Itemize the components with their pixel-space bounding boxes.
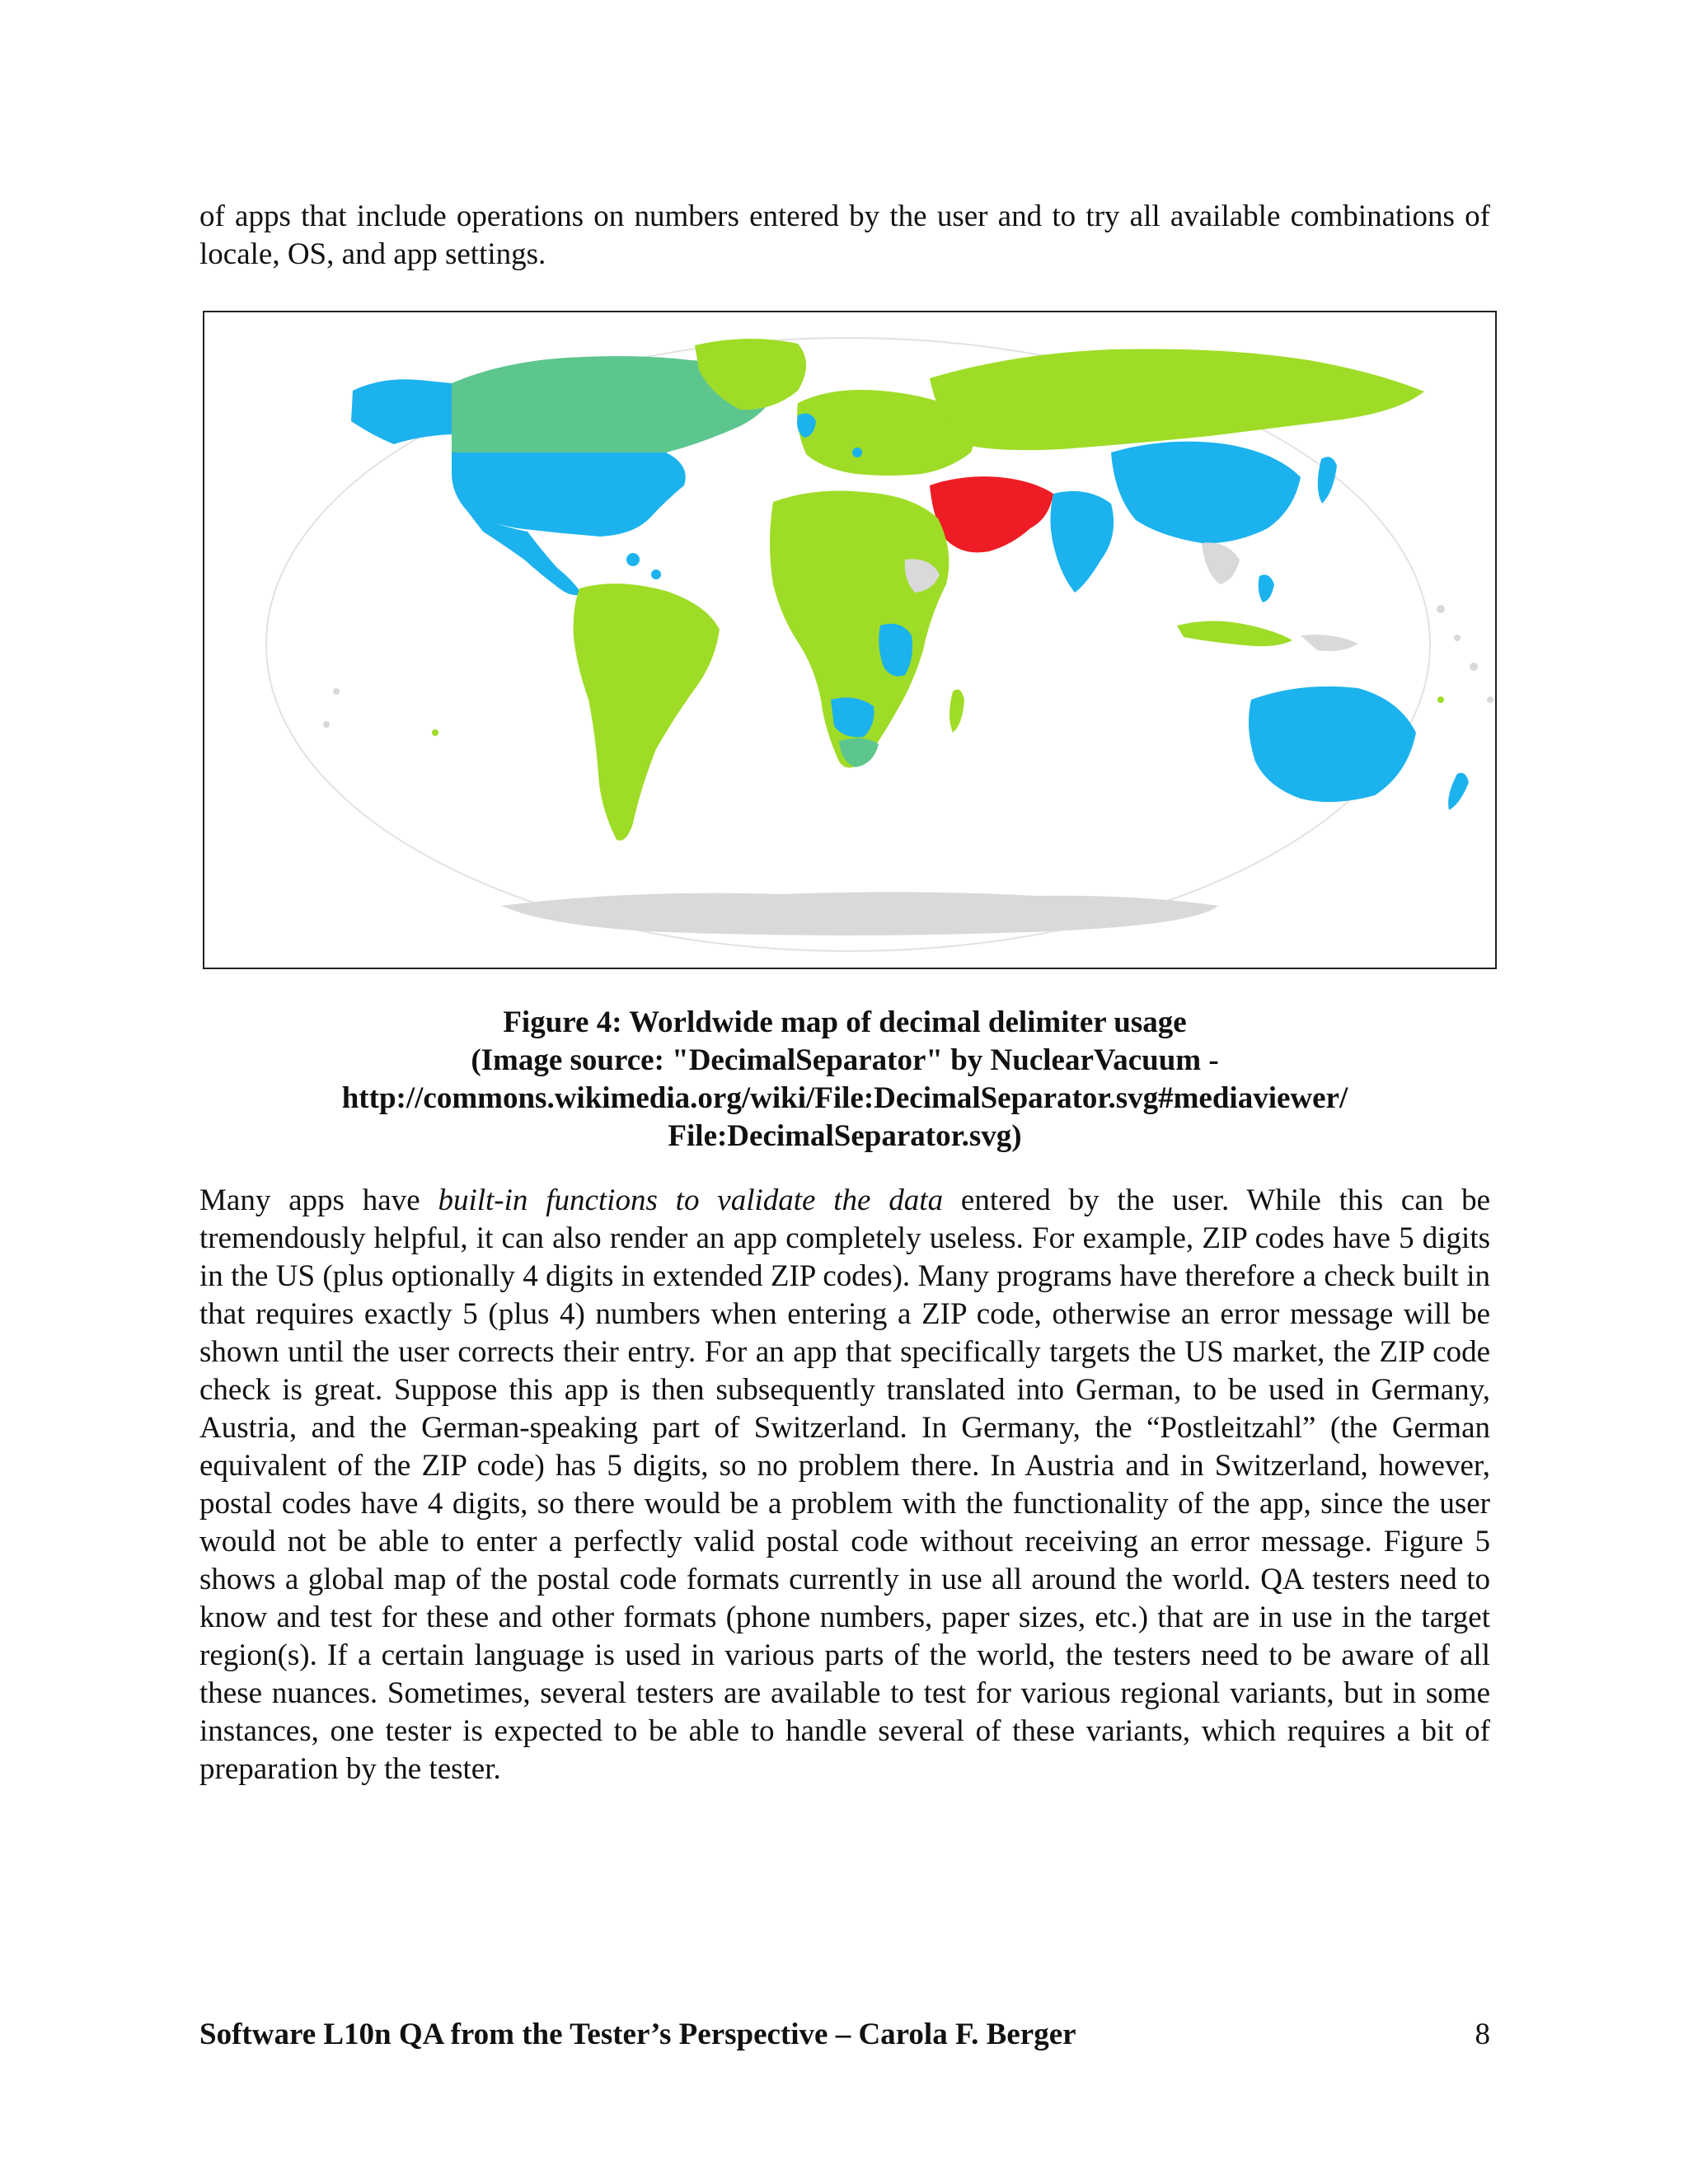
- land-alaska: [351, 379, 452, 444]
- caption-url: http://commons.wikimedia.org/wiki/File:DecimalSeparator.svg#mediaviewer/: [341, 1081, 1348, 1115]
- land-russia: [930, 349, 1424, 451]
- body-paragraph: [199, 1182, 1490, 1788]
- decimal-separator-world-map: [204, 312, 1495, 968]
- intro-paragraph: of apps that include operations on numbers entered by the user and to try all available combinations of locale, OS, and app settings.: [199, 199, 1490, 271]
- land-pacific-island: [1437, 696, 1444, 703]
- land-pacific-island: [1470, 663, 1478, 671]
- land-antarctica: [501, 892, 1218, 935]
- land-pacific-island: [1454, 635, 1461, 641]
- land-pacific-island: [1437, 605, 1445, 613]
- caption-title: Figure 4: Worldwide map of decimal delimiter usage: [503, 1005, 1187, 1039]
- page-number: 8: [1475, 2018, 1490, 2051]
- caption-file: File:DecimalSeparator.svg): [668, 1119, 1022, 1153]
- land-pacific-island: [1487, 696, 1493, 703]
- land-pacific-island: [432, 729, 438, 736]
- footer-title: Software L10n QA from the Tester’s Perspective – Carola F. Berger: [199, 2018, 1076, 2051]
- figure-frame: [203, 311, 1497, 969]
- figure-caption: [199, 1004, 1490, 1155]
- land-caribbean: [626, 553, 640, 566]
- land-switzerland: [852, 448, 862, 457]
- land-new-zealand: [1448, 773, 1469, 810]
- caption-source: (Image source: "DecimalSeparator" by NuclearVacuum -: [471, 1043, 1219, 1077]
- body-emphasis: built-in functions to validate the data: [438, 1183, 944, 1217]
- body-text-start: Many apps have: [199, 1183, 438, 1217]
- land-pacific-island: [333, 688, 340, 695]
- land-caribbean: [651, 569, 661, 579]
- body-text-rest: entered by the user. While this can be tremendously helpful, it can also render an app completely useless. For example, ZIP codes have 5 digits in the US (plus optionally 4 digits in extended ZIP codes). Many programs have therefore a check built in that requires exactly 5 (plus 4) numbers when entering a ZIP code, otherwise an error message will be shown until the user corrects their entry. For an app that specifically targets the US market, the ZIP code check is great. Suppose this app is then subsequently translated into German, to be used in Germany, Austria, and the German-speaking part of Switzerland. In Germany, the “Postleitzahl” (the German equivalent of the ZIP code) has 5 digits, so no problem there. In Austria and in Switzerland, however, postal codes have 4 digits, so there would be a problem with the functionality of the app, since the user would not be able to enter a perfectly valid postal code without receiving an error message. Figure 5 shows a global map of the postal code formats currently in use all around the world. QA testers need to know and test for these and other formats (phone numbers, paper sizes, etc.) that are in use in the target region(s). If a certain language is used in various parts of the world, the testers need to be aware of all these nuances. Sometimes, several testers are available to test for various regional variants, but in some instances, one tester is expected to be able to handle several of these variants, which requires a bit of preparation by the tester.: [199, 1183, 1490, 1786]
- land-pacific-island: [323, 721, 330, 728]
